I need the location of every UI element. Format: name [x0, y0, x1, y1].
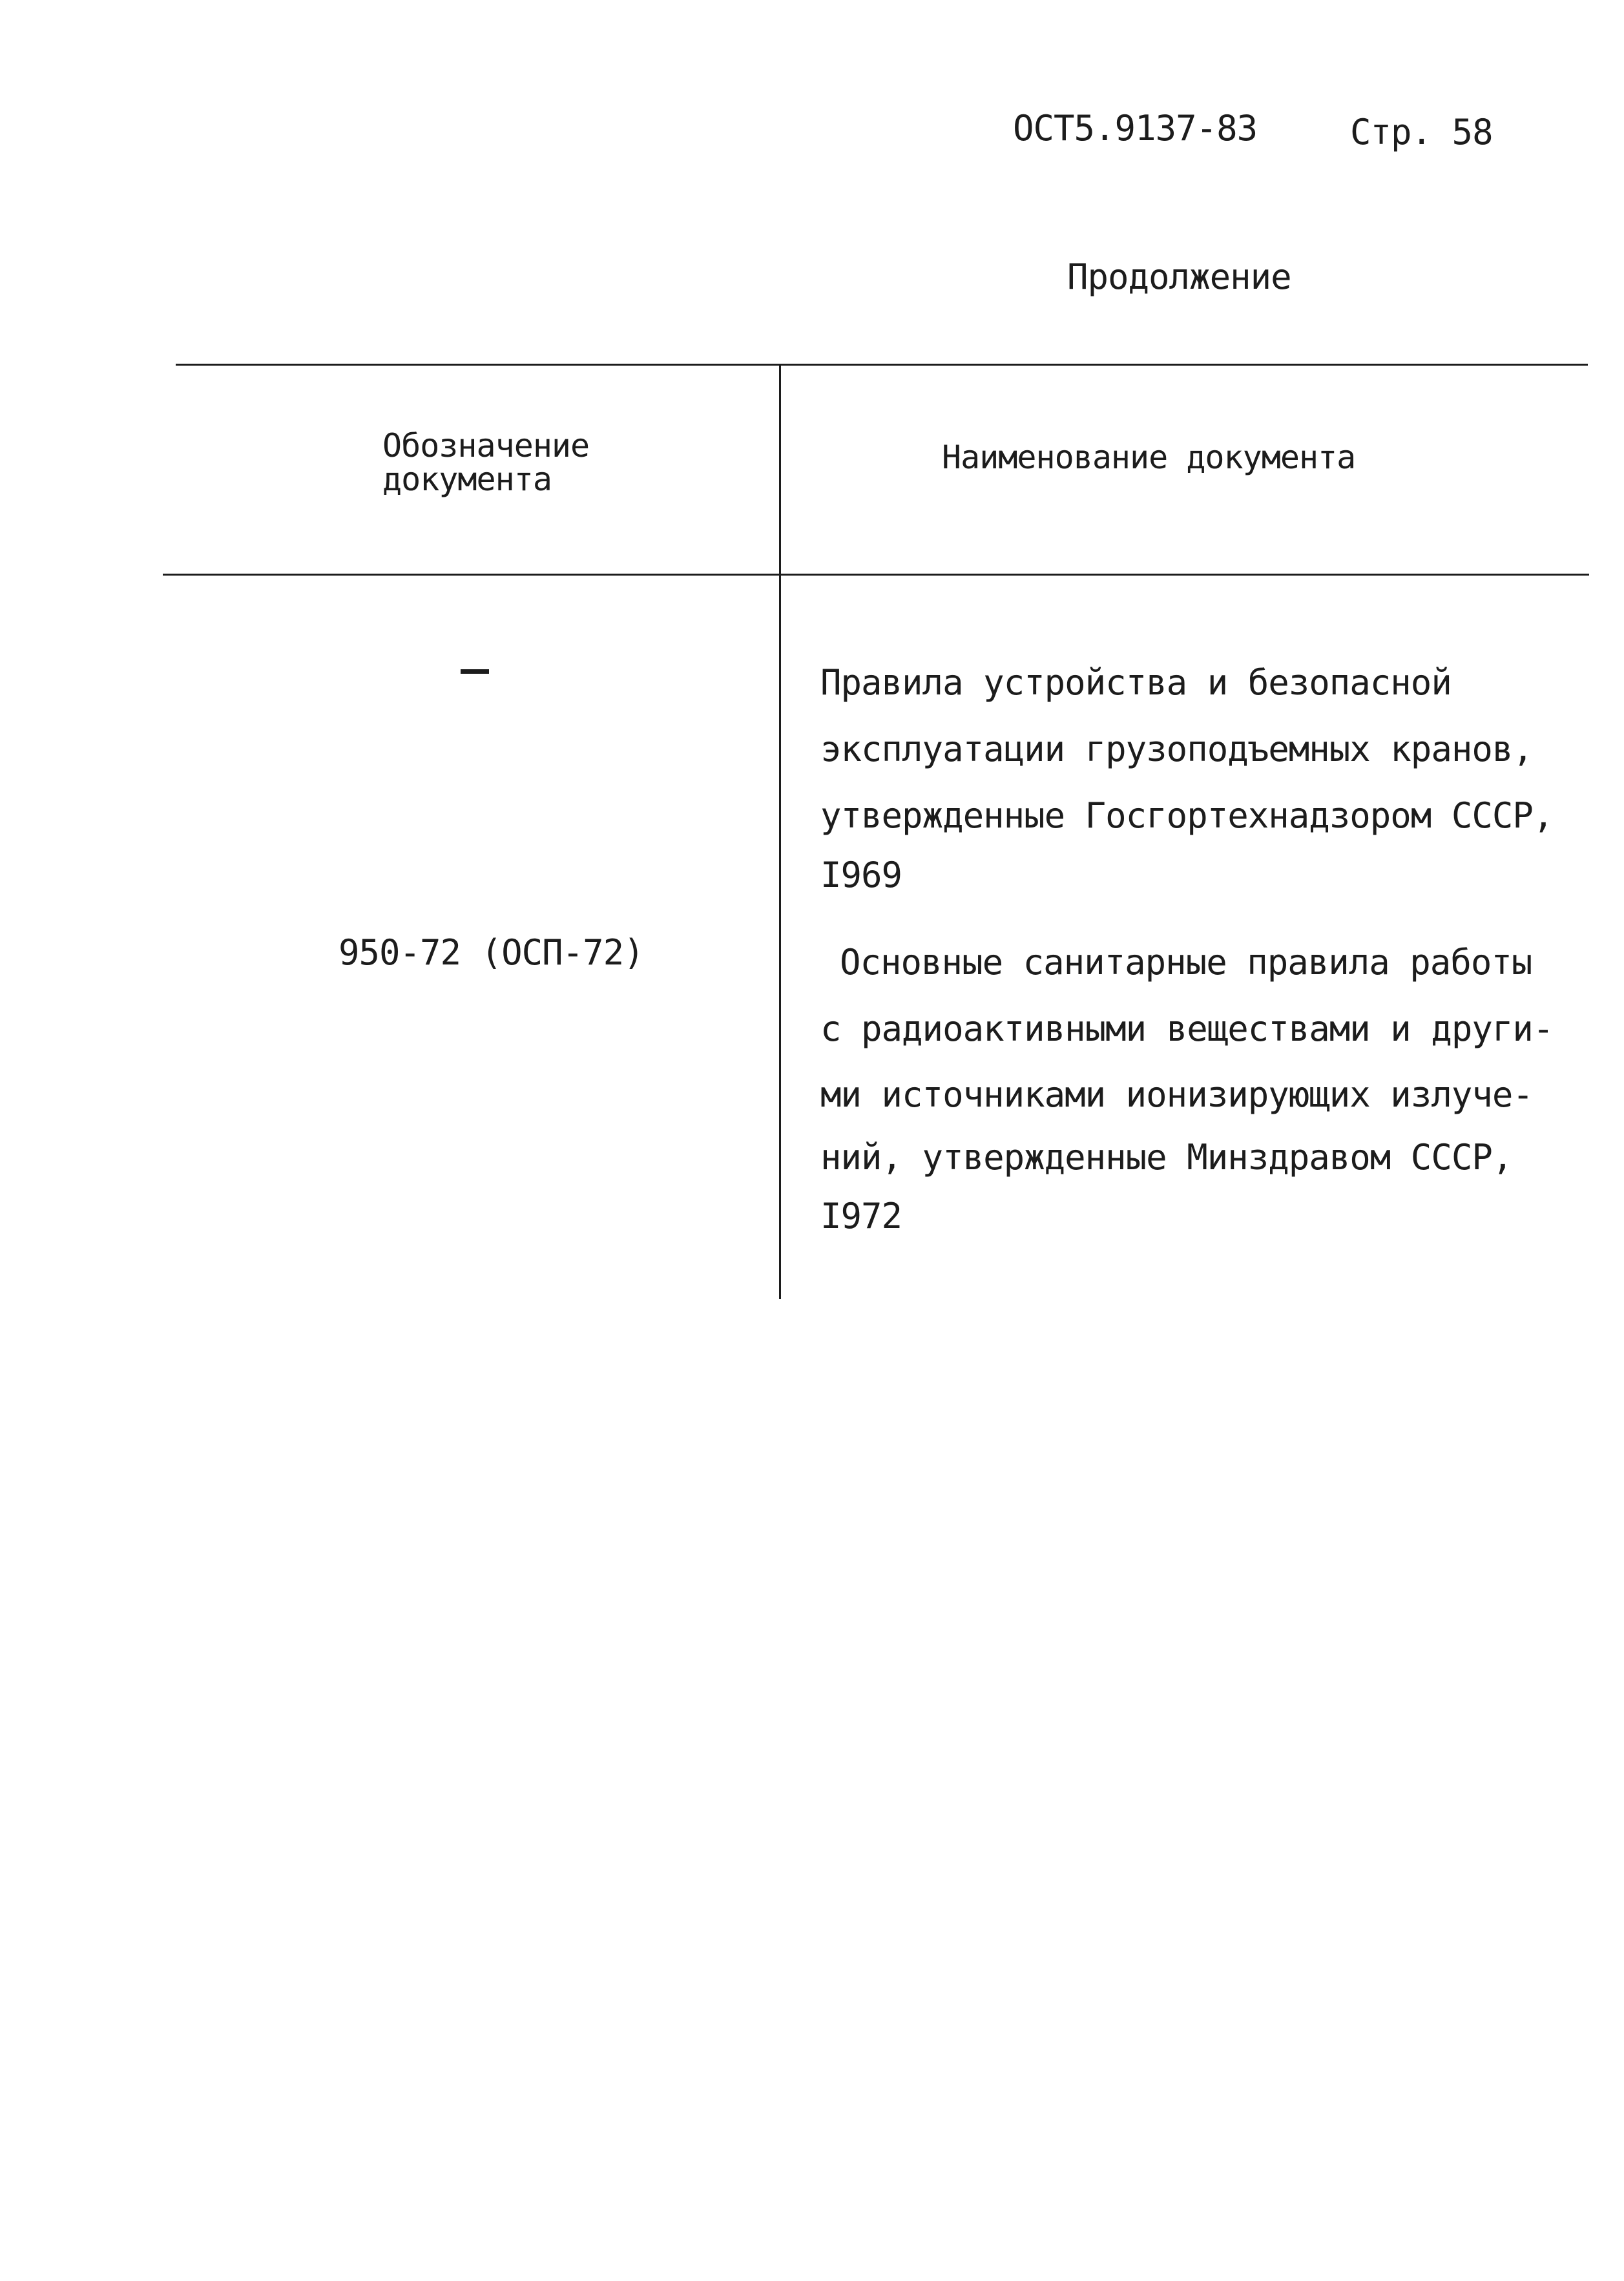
continuation-label: Продолжение [1067, 256, 1291, 297]
row-name-line: с радиоактивными веществами и други- [820, 1008, 1554, 1049]
row-name-line: Основные санитарные правила работы [840, 942, 1532, 983]
row-name-line: ний, утвержденные Минздравом СССР, [820, 1137, 1513, 1178]
table-header-rule [163, 574, 1589, 576]
row-name-line: утвержденные Госгортехнадзором СССР, [820, 795, 1554, 836]
table-top-rule [176, 364, 1588, 366]
row-designation-value: 950-72 (ОСП-72) [338, 932, 644, 973]
table-column-divider [779, 364, 781, 1299]
column-header-designation-line1: Обозначение [382, 427, 590, 464]
row-name-line: эксплуатации грузоподъемных кранов, [820, 729, 1533, 769]
row-name-line: I969 [820, 855, 902, 895]
column-header-designation-line2: документа [382, 461, 552, 498]
document-code: ОСТ5.9137-83 [1013, 108, 1258, 149]
column-header-name: Наименование документа [942, 439, 1356, 476]
row-name-line: Правила устройства и безопасной [820, 662, 1452, 703]
row-name-line: I972 [820, 1196, 902, 1236]
row-name-line: ми источниками ионизирующих излуче- [820, 1074, 1533, 1115]
column-header-designation [382, 429, 589, 496]
row-designation-dash [461, 669, 489, 674]
page-number: Стр. 58 [1350, 112, 1493, 152]
